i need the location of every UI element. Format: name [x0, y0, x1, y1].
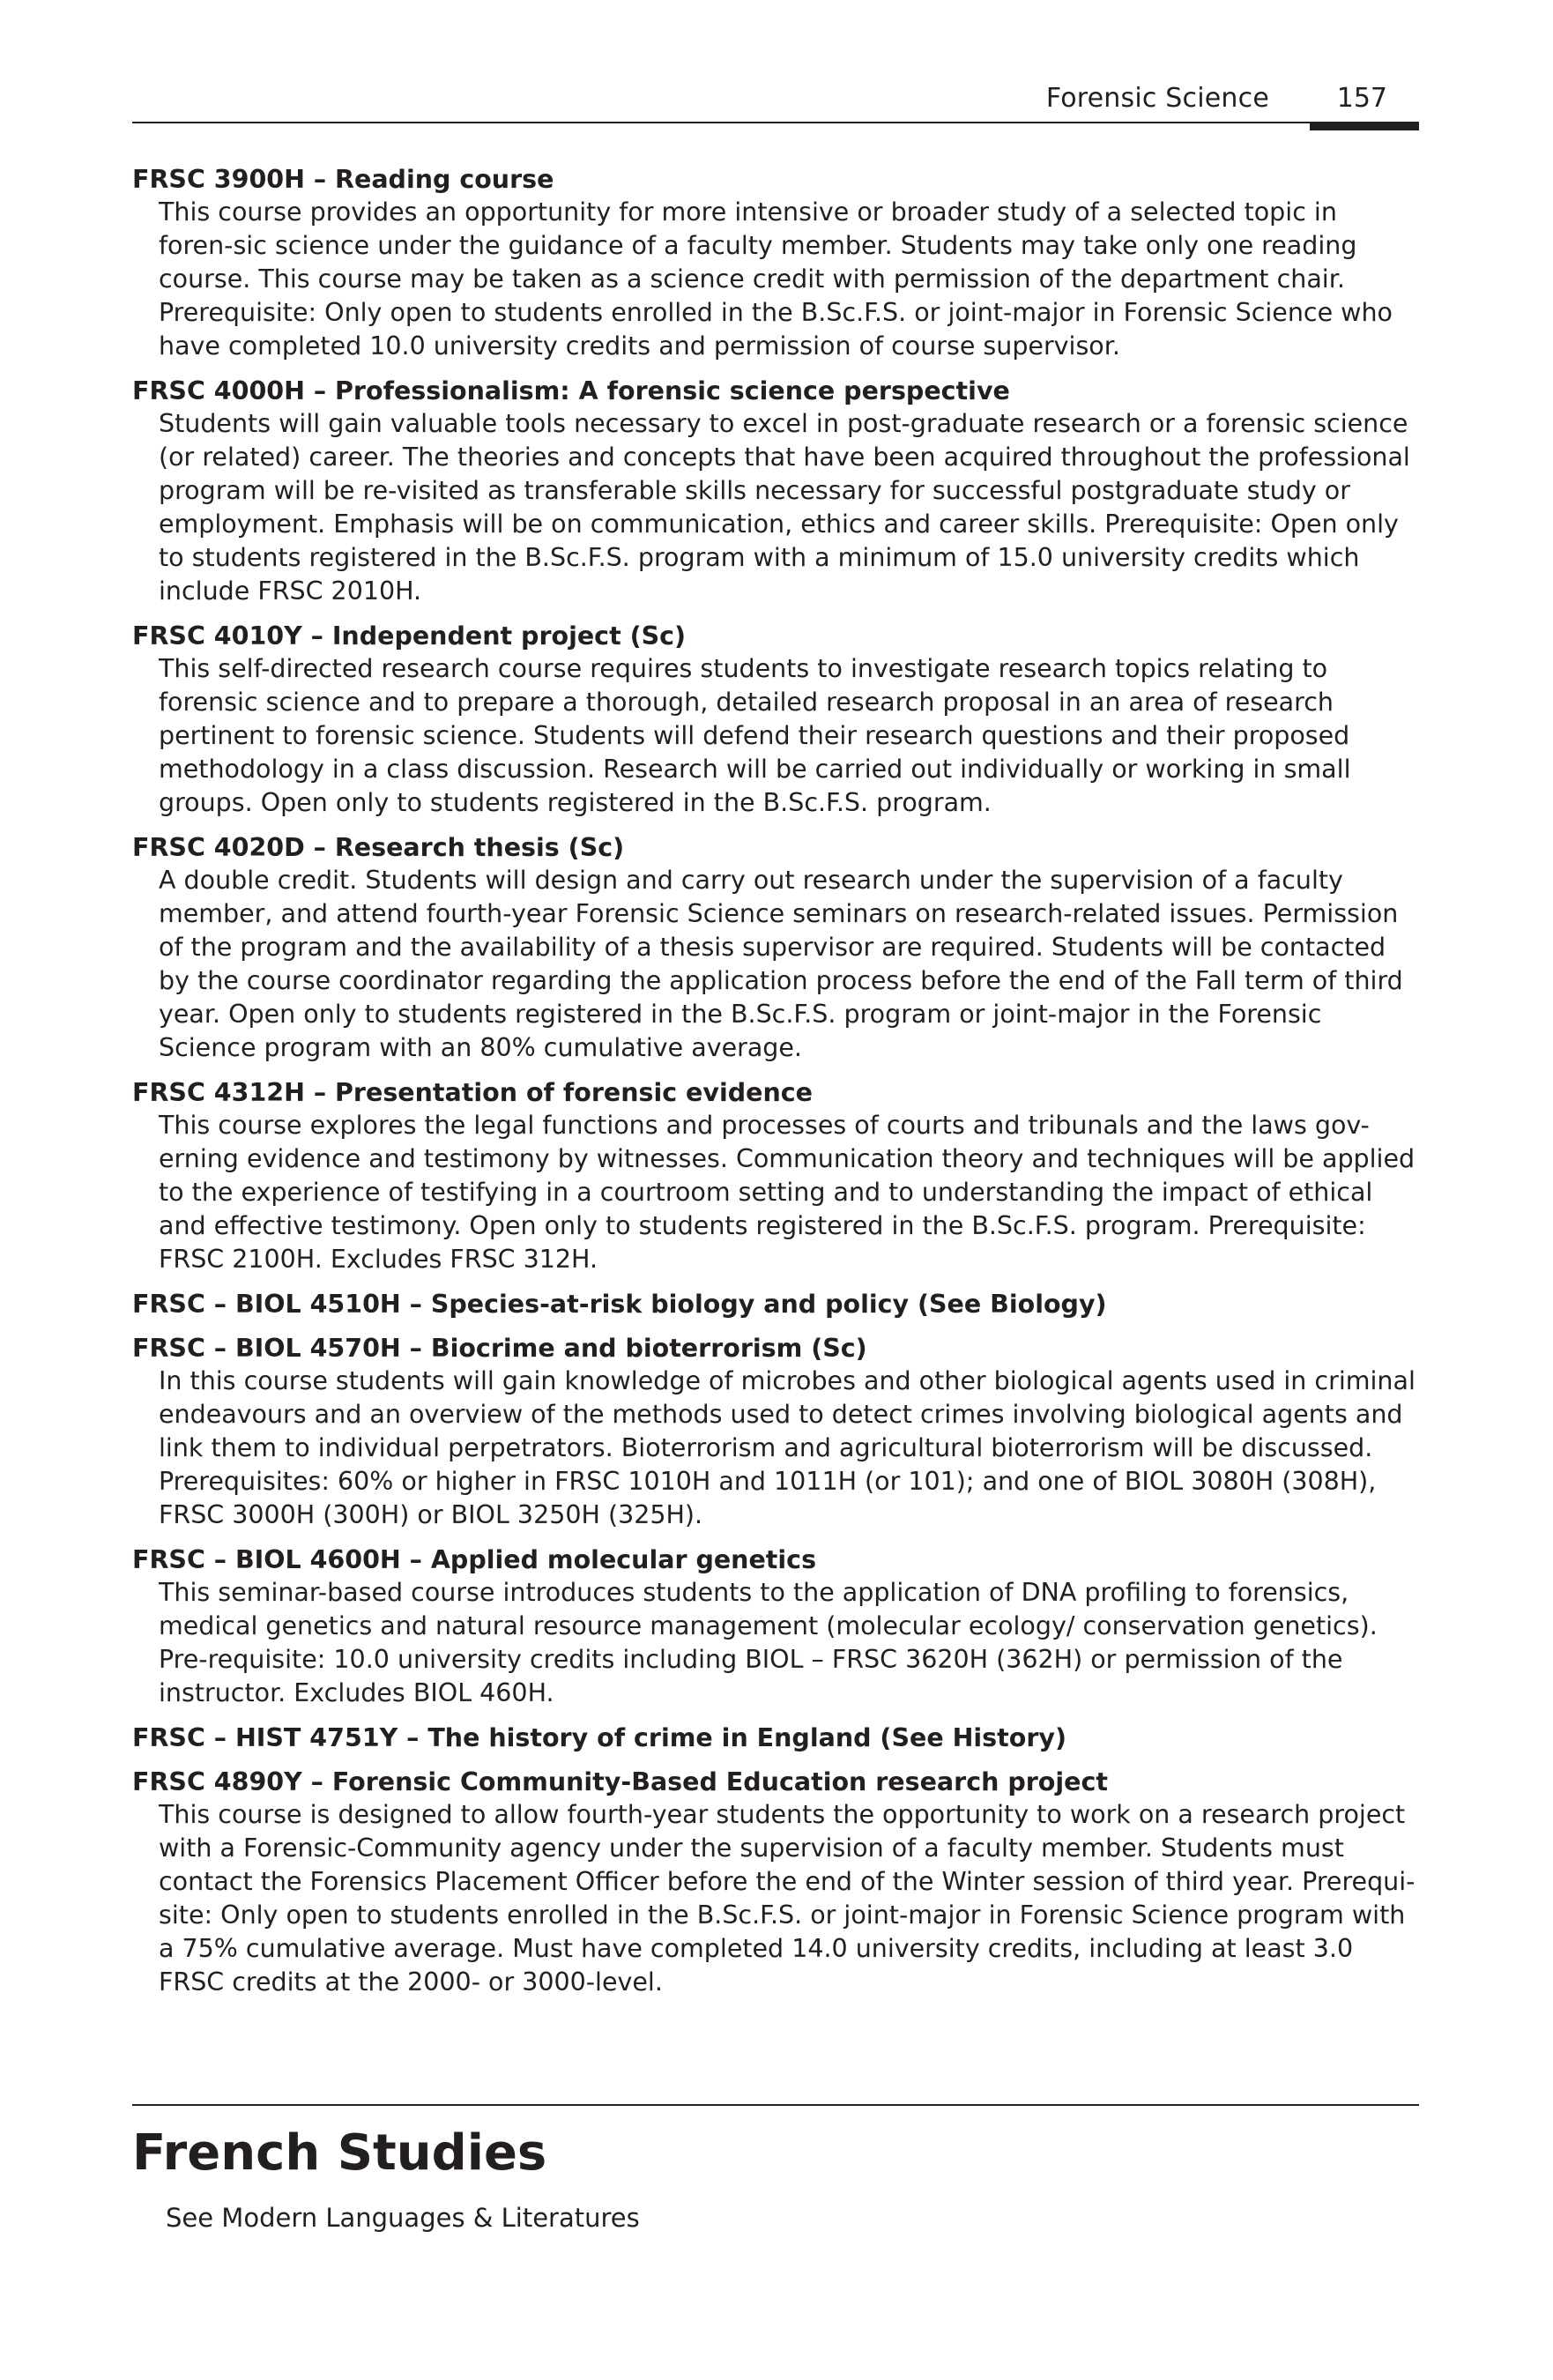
- section-cross-reference: See Modern Languages & Literatures: [166, 2203, 640, 2233]
- course-entry: [132, 376, 1419, 608]
- course-entry: [132, 1077, 1419, 1276]
- course-description: In this course students will gain knowledge of microbes and other biological agents used in criminal endeavours and an overview of the methods used to detect crimes involving biological agents and link them to individual perpetrators. Bioterrorism and agricultural bioterrorism will be discussed. Prerequisites: 60% or higher in FRSC 1010H and 1011H (or 101); and one of BIOL 3080H (308H), FRSC 3000H (300H) or BIOL 3250H (325H).: [159, 1366, 1416, 1529]
- course-description: Students will gain valuable tools necessary to excel in post-graduate research or a forensic science (or related) career. The theories and concepts that have been acquired throughout the professional program will be re-visited as transferable skills necessary for successful postgraduate study or employment. Emphasis will be on communication, ethics and career skills. Prerequisite: Open only to students registered in the B.Sc.F.S. program with a minimum of 15.0 university credits which include FRSC 2010H.: [159, 409, 1410, 606]
- course-entry: [132, 164, 1419, 363]
- page-number: 157: [1336, 83, 1387, 114]
- running-header: [132, 76, 1419, 123]
- course-title: FRSC – BIOL 4570H – Biocrime and bioterrorism (Sc): [132, 1334, 867, 1363]
- course-title: FRSC 4312H – Presentation of forensic evidence: [132, 1078, 813, 1107]
- course-entry: [132, 1544, 1419, 1710]
- course-description: This course provides an opportunity for more intensive or broader study of a selected topic in foren-sic science under the guidance of a faculty member. Students may take only one reading course. This course may be taken as a science credit with permission of the department chair. Prerequisite: Only open to students enrolled in the B.Sc.F.S. or joint-major in Forensic Science who have completed 10.0 university credits and permission of course supervisor.: [159, 197, 1393, 361]
- course-description: This course is designed to allow fourth-year students the opportunity to work on a research project with a Forensic-Community agency under the supervision of a faculty member. Students must contact the Forensics Placement Officer before the end of the Winter session of third year. Prerequi-site: Only open to students enrolled in the B.Sc.F.S. or joint-major in Forensic Science program with a 75% cumulative average. Must have completed 14.0 university credits, including at least 3.0 FRSC credits at the 2000- or 3000-level.: [159, 1800, 1416, 1997]
- section-heading: French Studies: [132, 2124, 547, 2182]
- header-tab-marker: [1310, 122, 1419, 130]
- course-entry: [132, 832, 1419, 1065]
- course-description: This seminar-based course introduces students to the application of DNA profiling to forensics, medical genetics and natural resource management (molecular ecology/ conservation genetics). Pre-requisite: 10.0 university credits including BIOL – FRSC 3620H (362H) or permission of the instructor. Excludes BIOL 460H.: [159, 1578, 1378, 1707]
- course-entry: [132, 1766, 1419, 1999]
- course-title: FRSC – BIOL 4510H – Species-at-risk biology and policy (See Biology): [132, 1290, 1107, 1319]
- course-title: FRSC 4020D – Research thesis (Sc): [132, 833, 625, 862]
- course-description: A double credit. Students will design and carry out research under the supervision of a faculty member, and attend fourth-year Forensic Science seminars on research-related issues. Permission of the program and the availability of a thesis supervisor are required. Students will be contacted by the course coordinator regarding the application process before the end of the Fall term of third year. Open only to students registered in the B.Sc.F.S. program or joint-major in the Forensic Science program with an 80% cumulative average.: [159, 866, 1403, 1062]
- course-description: This self-directed research course requires students to investigate research topics relating to forensic science and to prepare a thorough, detailed research proposal in an area of research pertinent to forensic science. Students will defend their research questions and their proposed methodology in a class discussion. Research will be carried out individually or working in small groups. Open only to students registered in the B.Sc.F.S. program.: [159, 654, 1351, 817]
- course-description: This course explores the legal functions and processes of courts and tribunals and the laws gov-erning evidence and testimony by witnesses. Communication theory and techniques will be applied to the experience of testifying in a courtroom setting and to understanding the impact of ethical and effective testimony. Open only to students registered in the B.Sc.F.S. program. Prerequisite: FRSC 2100H. Excludes FRSC 312H.: [159, 1111, 1416, 1274]
- header-section-name: Forensic Science: [1045, 83, 1269, 114]
- course-title: FRSC 3900H – Reading course: [132, 165, 554, 194]
- course-title: FRSC – HIST 4751Y – The history of crime in England (See History): [132, 1723, 1067, 1752]
- course-entry: [132, 1289, 1419, 1320]
- course-entry: [132, 1722, 1419, 1754]
- course-title: FRSC 4890Y – Forensic Community-Based Education research project: [132, 1767, 1108, 1796]
- course-entry: [132, 621, 1419, 820]
- course-title: FRSC 4010Y – Independent project (Sc): [132, 621, 687, 651]
- header-rule: [132, 122, 1419, 123]
- course-title: FRSC – BIOL 4600H – Applied molecular genetics: [132, 1545, 817, 1574]
- section-divider: [132, 2104, 1419, 2106]
- course-list: [132, 164, 1419, 2012]
- course-title: FRSC 4000H – Professionalism: A forensic science perspective: [132, 376, 1010, 405]
- course-entry: [132, 1333, 1419, 1532]
